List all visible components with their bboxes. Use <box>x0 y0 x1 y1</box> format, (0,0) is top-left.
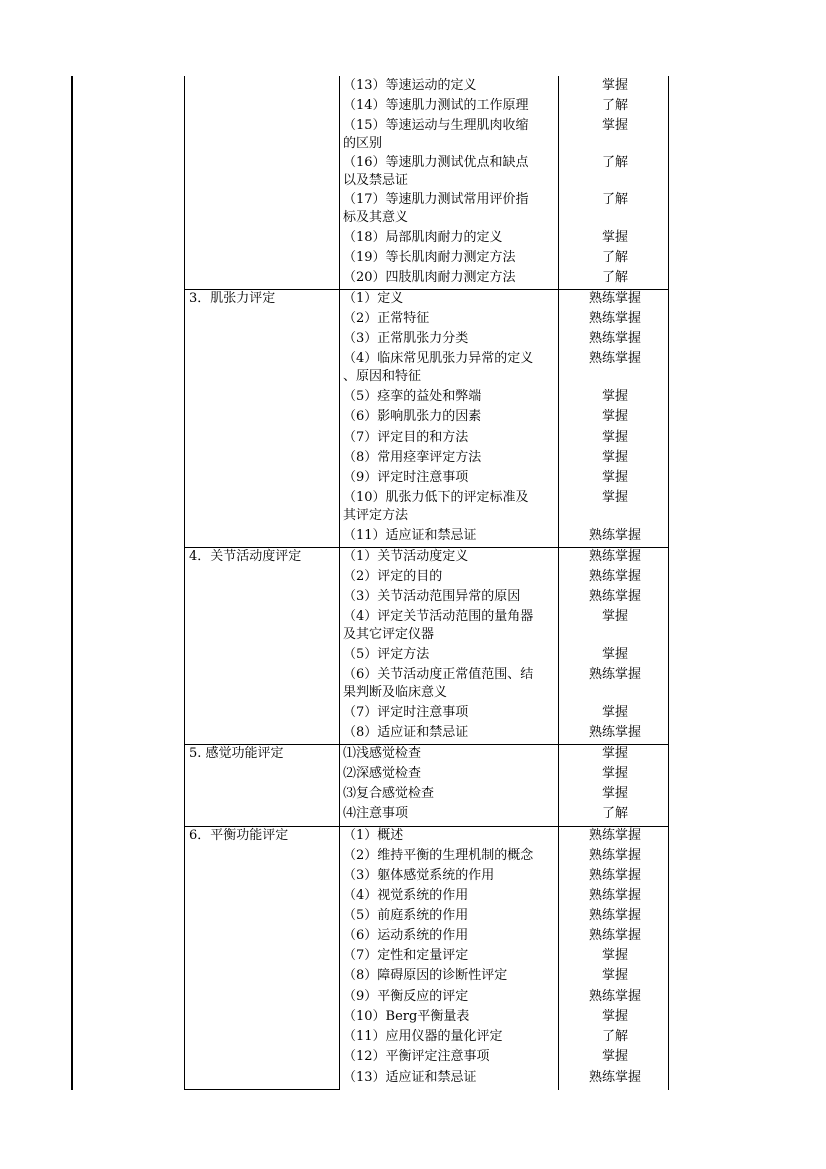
topic-label: 3．肌张力评定 <box>189 291 276 306</box>
content-item: （9）评定时注意事项 <box>343 470 469 485</box>
mastery-level: 熟练掌握 <box>588 848 641 863</box>
content-item: （7）评定时注意事项 <box>343 705 469 720</box>
mastery-level: 熟练掌握 <box>588 928 641 943</box>
topic-label: 4．关节活动度评定 <box>189 549 302 564</box>
content-item: （12）平衡评定注意事项 <box>343 1049 490 1064</box>
content-item: （20）四肢肌肉耐力测定方法 <box>343 270 516 285</box>
mastery-level: 掌握 <box>601 490 628 505</box>
content-item: （16）等速肌力测试优点和缺点 <box>343 155 529 170</box>
content-item: 以及禁忌证 <box>343 173 409 188</box>
mastery-level: 熟练掌握 <box>588 667 641 682</box>
topic-label: 6．平衡功能评定 <box>189 828 289 843</box>
mastery-level: 掌握 <box>601 1049 628 1064</box>
mastery-level: 了解 <box>601 98 628 113</box>
mastery-level: 了解 <box>601 270 628 285</box>
mastery-level: 掌握 <box>601 786 628 801</box>
mastery-level: 熟练掌握 <box>588 311 641 326</box>
content-item: ⑶复合感觉检查 <box>343 786 435 801</box>
content-item: （11）应用仪器的量化评定 <box>343 1029 503 1044</box>
mastery-level: 了解 <box>601 155 628 170</box>
content-item: （10）Berg平衡量表 <box>343 1009 470 1024</box>
mastery-level: 掌握 <box>601 968 628 983</box>
content-item: ⑵深感觉检查 <box>343 766 422 781</box>
content-item: （4）视觉系统的作用 <box>343 888 469 903</box>
mastery-level: 了解 <box>601 806 628 821</box>
topic-column-left-border <box>184 76 185 1090</box>
content-item: （3）正常肌张力分类 <box>343 331 469 346</box>
content-item: （11）适应证和禁忌证 <box>343 528 477 543</box>
content-item: （8）障碍原因的诊断性评定 <box>343 968 508 983</box>
content-item: （5）痉挛的益处和弊端 <box>343 389 482 404</box>
content-item: （2）正常特征 <box>343 311 430 326</box>
mastery-level: 掌握 <box>601 766 628 781</box>
mastery-level: 掌握 <box>601 409 628 424</box>
topic-bottom-border <box>184 1089 340 1090</box>
mastery-level: 熟练掌握 <box>588 725 641 740</box>
content-item: （2）评定的目的 <box>343 569 443 584</box>
mastery-level: 熟练掌握 <box>588 908 641 923</box>
content-item: 及其它评定仪器 <box>343 627 435 642</box>
content-item: 标及其意义 <box>343 210 409 225</box>
content-item: （2）维持平衡的生理机制的概念 <box>343 848 534 863</box>
content-item: （15）等速运动与生理肌肉收缩 <box>343 118 529 133</box>
content-item: （1）概述 <box>343 828 404 843</box>
mastery-level: 掌握 <box>601 450 628 465</box>
mastery-level: 掌握 <box>601 470 628 485</box>
content-item: （9）平衡反应的评定 <box>343 989 469 1004</box>
left-outer-border <box>71 76 73 1090</box>
mastery-level: 熟练掌握 <box>588 331 641 346</box>
content-item: （8）常用痉挛评定方法 <box>343 450 482 465</box>
content-item: （6）关节活动度正常值范围、结 <box>343 667 534 682</box>
topic-label: 5. 感觉功能评定 <box>189 746 284 761</box>
mastery-level: 了解 <box>601 1029 628 1044</box>
mastery-level: 熟练掌握 <box>588 989 641 1004</box>
content-item: （10）肌张力低下的评定标准及 <box>343 490 529 505</box>
content-item: （5）前庭系统的作用 <box>343 908 469 923</box>
mastery-level: 熟练掌握 <box>588 828 641 843</box>
content-item: （4）临床常见肌张力异常的定义 <box>343 351 534 366</box>
mastery-level: 掌握 <box>601 609 628 624</box>
content-item: （7）评定目的和方法 <box>343 430 469 445</box>
content-item: （3）关节活动范围异常的原因 <box>343 589 521 604</box>
mastery-level: 掌握 <box>601 948 628 963</box>
content-item: （18）局部肌肉耐力的定义 <box>343 230 503 245</box>
content-item: （3）躯体感觉系统的作用 <box>343 868 495 883</box>
mastery-level: 掌握 <box>601 647 628 662</box>
mastery-level: 掌握 <box>601 430 628 445</box>
mastery-level: 掌握 <box>601 1009 628 1024</box>
mastery-level: 掌握 <box>601 746 628 761</box>
mastery-level: 掌握 <box>601 78 628 93</box>
mastery-level: 熟练掌握 <box>588 549 641 564</box>
content-item: （8）适应证和禁忌证 <box>343 725 469 740</box>
content-item: （6）影响肌张力的因素 <box>343 409 482 424</box>
content-item: ⑴浅感觉检查 <box>343 746 422 761</box>
mastery-level: 熟练掌握 <box>588 589 641 604</box>
mastery-level: 熟练掌握 <box>588 569 641 584</box>
content-item: 、原因和特征 <box>343 369 422 384</box>
mastery-level: 掌握 <box>601 230 628 245</box>
content-item: （1）关节活动度定义 <box>343 549 469 564</box>
content-item: （14）等速肌力测试的工作原理 <box>343 98 529 113</box>
content-item: （19）等长肌肉耐力测定方法 <box>343 250 516 265</box>
mastery-level: 熟练掌握 <box>588 291 641 306</box>
content-item: ⑷注意事项 <box>343 806 409 821</box>
content-item: 果判断及临床意义 <box>343 685 448 700</box>
right-outer-border <box>668 76 669 1090</box>
mastery-level: 掌握 <box>601 389 628 404</box>
content-item: 的区别 <box>343 136 383 151</box>
mastery-level: 熟练掌握 <box>588 1070 641 1085</box>
content-item: （17）等速肌力测试常用评价指 <box>343 192 529 207</box>
content-item: （13）适应证和禁忌证 <box>343 1070 477 1085</box>
content-item: （4）评定关节活动范围的量角器 <box>343 609 534 624</box>
mastery-level: 熟练掌握 <box>588 888 641 903</box>
mastery-level: 熟练掌握 <box>588 528 641 543</box>
mastery-level: 熟练掌握 <box>588 868 641 883</box>
content-item: （7）定性和定量评定 <box>343 948 469 963</box>
mastery-level: 掌握 <box>601 705 628 720</box>
mastery-level: 了解 <box>601 250 628 265</box>
content-item: （1）定义 <box>343 291 404 306</box>
content-column-right-border <box>558 76 559 1090</box>
mastery-level: 了解 <box>601 192 628 207</box>
topic-column-right-border <box>339 76 340 1090</box>
content-item: 其评定方法 <box>343 508 409 523</box>
content-item: （5）评定方法 <box>343 647 430 662</box>
mastery-level: 掌握 <box>601 118 628 133</box>
content-item: （6）运动系统的作用 <box>343 928 469 943</box>
content-item: （13）等速运动的定义 <box>343 78 477 93</box>
mastery-level: 熟练掌握 <box>588 351 641 366</box>
